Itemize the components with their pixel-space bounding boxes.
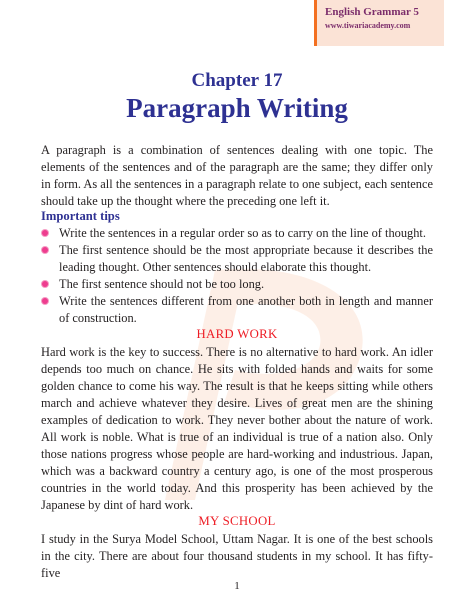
list-item bbox=[41, 242, 433, 276]
tips-list bbox=[41, 225, 433, 327]
header-url[interactable]: www.tiwariacademy.com bbox=[325, 21, 411, 30]
tip-text: Write the sentences different from one another both in length and manner of construction. bbox=[59, 294, 433, 325]
list-item bbox=[41, 293, 433, 327]
tip-text: The first sentence should not be too long. bbox=[59, 277, 265, 291]
intro-paragraph: A paragraph is a combination of sentences dealing with one topic. The elements of the sentences and of the paragraph are the same; they differ only in form. As all the sentences in a paragraph relate to one subject, each sentence should take up the thought where the preceding one left it. bbox=[41, 143, 433, 208]
list-item bbox=[41, 225, 433, 242]
tip-text: The first sentence should be the most appropriate because it describes the leading thought. Other sentences should elaborate this thought. bbox=[59, 243, 433, 274]
bullet-icon bbox=[42, 298, 48, 304]
bullet-icon bbox=[42, 230, 48, 236]
tip-text: Write the sentences in a regular order so as to carry on the line of thought. bbox=[59, 226, 426, 240]
header-badge bbox=[314, 0, 444, 46]
chapter-label: Chapter 17 bbox=[191, 70, 283, 91]
bullet-icon bbox=[42, 281, 48, 287]
header-title: English Grammar 5 bbox=[325, 6, 419, 18]
list-item bbox=[41, 276, 433, 293]
page-title: Paragraph Writing bbox=[126, 93, 348, 123]
bullet-icon bbox=[42, 247, 48, 253]
tips-heading: Important tips bbox=[41, 209, 120, 223]
section-heading-hard-work: HARD WORK bbox=[196, 327, 278, 341]
hard-work-paragraph: Hard work is the key to success. There is no alternative to hard work. An idler depends too much on chance. He sits with folded hands and waits for some golden chance to come his way. The result is that he keeps sitting while others march and achieve whatever they desire. Lives of great men are the shining examples of dedication to work. They never bother about the nature of work. All work is noble. What is true of an individual is true of a nation also. Only those nations progress whose people are hard-working and industrious. Japan, which was a backward country a century ago, is one of the most prosperous countries in the world today. And this prosperity has been achieved by the Japanese by dint of hard work. bbox=[41, 345, 433, 512]
page-number: 1 bbox=[234, 580, 240, 592]
my-school-paragraph: I study in the Surya Model School, Uttam Nagar. It is one of the best schools in the city. There are about four thousand students in my school. It has fifty-five bbox=[41, 532, 433, 580]
section-heading-my-school: MY SCHOOL bbox=[198, 514, 276, 528]
